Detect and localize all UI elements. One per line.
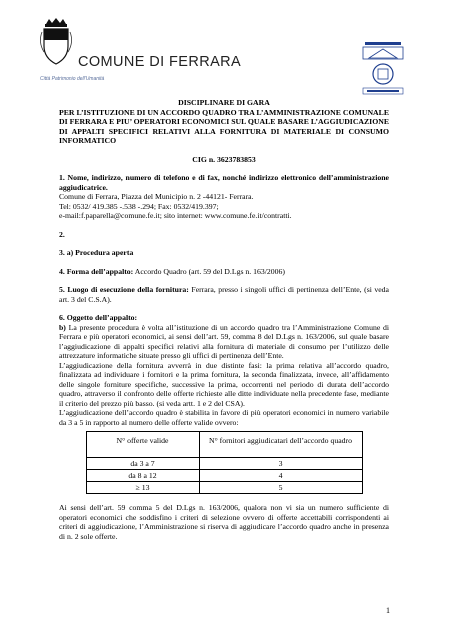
page-number: 1 (386, 606, 390, 615)
section-4-heading: 4. Forma dell’appalto: (59, 266, 134, 276)
table-row (86, 470, 362, 482)
table-cell: da 3 a 7 (86, 458, 199, 470)
table-header-cell: N° fornitori aggiudicatari dell’accordo quadro (199, 432, 362, 458)
section-3-heading: 3. a) Procedura aperta (59, 248, 134, 257)
table-cell: 5 (199, 482, 362, 494)
unesco-logo (361, 42, 405, 98)
cig-code: CIG n. 3623783853 (192, 154, 256, 164)
section-1-line-3: e-mail:f.paparella@comune.fe.it; sito internet: www.comune.fe.it/contratti. (59, 211, 292, 220)
table-row (86, 458, 362, 470)
section-4-text: Accordo Quadro (art. 59 del D.Lgs n. 163/2006) (133, 266, 286, 276)
comune-name: COMUNE DI FERRARA (78, 54, 242, 70)
offer-table (86, 431, 363, 494)
table-cell: 3 (199, 458, 362, 470)
table-header-cell: N° offerte valide (86, 432, 199, 458)
section-6-para-3: L’aggiudicazione dell’accordo quadro è stabilita in favore di più operatori economici in numero variabile da 3 a 5 in rapporto al numero delle offerte valide ovvero: (59, 408, 389, 427)
section-1-heading: 1. Nome, indirizzo, numero di telefono e di fax, nonché indirizzo elettronico dell’amministrazione aggiudicatrice. (59, 173, 389, 192)
section-6-para-1 (59, 323, 389, 361)
table-header-row (86, 432, 362, 458)
section-1-line-2: Tel: 0532/ 419.385 -.538 -.294; Fax: 0532/419.397; (59, 201, 219, 211)
section-5-heading: 5. Luogo di esecuzione della fornitura: (59, 285, 189, 294)
table-cell: da 8 a 12 (86, 470, 199, 482)
unesco-tagline: Città Patrimonio dell'Umanità (40, 76, 105, 82)
section-6-para-2: L’aggiudicazione della fornitura avverrà in due distinte fasi: la prima relativa all’accordo quadro, finalizzata ad individuare i fornitori e la prima fornitura, la seconda finalizzata, invece, all’affidamento delle singole forniture specifiche, successive la prima, occorrenti nel periodo di durata dell’accordo quadro, attraverso il confronto delle offerte richieste alle ditte individuate nella precedente fase, mediante il criterio del prezzo più basso. (si veda artt. 1 e 2 del CSA). (59, 360, 389, 408)
table-cell: ≥ 13 (86, 482, 199, 494)
section-2-heading: 2. (59, 229, 65, 239)
closing-paragraph: Ai sensi dell’art. 59 comma 5 del D.Lgs n. 163/2006, qualora non vi sia un numero sufficiente di operatori economici che soddisfino i criteri di selezione ovvero di offerte accettabili corrispondenti ai criteri di aggiudicazione, l’Amministrazione si riserva di aggiudicare l’accordo quadro anche in presenza di n. 2 sole offerte. (59, 503, 389, 541)
title-line-2: PER L’ISTITUZIONE DI UN ACCORDO QUADRO TRA L’AMMINISTRAZIONE COMUNALE DI FERRARA E PIU’ OPERATORI ECONOMICI SUL QUALE BASARE L’AGGIUDICAZIONE DI APPALTI SPECIFICI RELATIVI ALLA FORNITURA DI MATERIALE DI CONSUMO INFORMATICO (59, 107, 389, 145)
section-6-b-label: b) (59, 322, 66, 332)
table-cell: 4 (199, 470, 362, 482)
document-body (59, 98, 389, 541)
document-title (59, 98, 389, 146)
title-line-1: DISCIPLINARE DI GARA (178, 98, 270, 107)
section-6-para-1-text: La presente procedura è volta all’istituzione di un accordo quadro tra l’Amministrazione Comune di Ferrara e più operatori economici, ai sensi dell’art. 59, comma 8 del D.Lgs n. 163/2006, sul quale basare l’aggiudicazione di appalti specifici relativi alla fornitura di materiale di consumo per l’utilizzo delle attrezzature informatiche situate presso gli uffici di pertinenza dell’Ente. (59, 322, 389, 360)
ferrara-crest-logo (36, 18, 76, 68)
table-row (86, 482, 362, 494)
section-5 (59, 285, 389, 304)
section-4 (59, 267, 389, 277)
section-6-heading: 6. Oggetto dell’appalto: (59, 313, 138, 322)
section-1-line-1: Comune di Ferrara, Piazza del Municipio n. 2 -44121- Ferrara. (59, 192, 254, 201)
section-5-text: Ferrara, presso i singoli uffici di pertinenza dell’Ente, (si veda art. 3 del C.S.A). (59, 285, 389, 304)
